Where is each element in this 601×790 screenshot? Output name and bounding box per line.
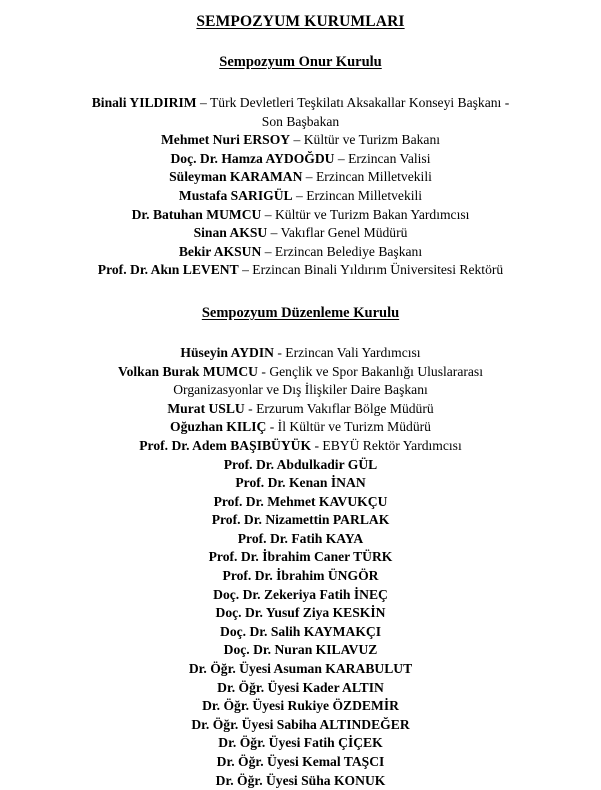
member-name: Prof. Dr. Akın LEVENT (97, 262, 239, 278)
list-item (48, 734, 553, 753)
list-item (48, 363, 553, 400)
member-role: Erzincan Valisi (348, 150, 431, 166)
list-item (48, 400, 553, 419)
list-item (48, 243, 553, 262)
onur-kurulu-list (48, 72, 553, 280)
member-name: Doç. Dr. Salih KAYMAKÇI (220, 623, 381, 639)
list-item (48, 261, 553, 280)
section-heading-onur-kurulu: Sempozyum Onur Kurulu (219, 54, 382, 70)
list-item (48, 187, 553, 206)
page-title: SEMPOZYUM KURUMLARI (196, 13, 405, 30)
section-heading-duzenleme-kurulu: Sempozyum Düzenleme Kurulu (201, 304, 400, 321)
member-role: Erzincan Milletvekili (306, 187, 423, 203)
member-separator: – (334, 150, 349, 166)
member-separator: – (292, 187, 307, 203)
list-item (48, 168, 553, 187)
list-item (48, 206, 553, 225)
member-name: Doç. Dr. Hamza AYDOĞDU (170, 150, 335, 166)
member-name: Mehmet Nuri ERSOY (160, 132, 291, 148)
list-item (48, 567, 553, 586)
member-separator: – (302, 169, 316, 185)
member-name: Dr. Öğr. Üyesi Sabiha ALTINDEĞER (191, 716, 410, 732)
member-name: Prof. Dr. Mehmet KAVUKÇU (213, 493, 388, 509)
member-separator: - (266, 419, 278, 435)
member-name: Doç. Dr. Yusuf Ziya KESKİN (215, 605, 386, 621)
list-item (48, 548, 553, 567)
member-role: Gençlik ve Spor Bakanlığı Uluslararası Organizasyonlar ve Dış İlişkiler Daire Başkanı (173, 363, 483, 398)
member-name: Prof. Dr. Kenan İNAN (235, 475, 366, 491)
list-item (48, 772, 553, 790)
member-role: EBYÜ Rektör Yardımcısı (322, 437, 462, 453)
member-name: Hüseyin AYDIN (180, 344, 274, 360)
member-name: Prof. Dr. Fatih KAYA (237, 530, 364, 546)
member-name: Mustafa SARIGÜL (178, 187, 293, 203)
list-item (48, 753, 553, 772)
member-separator: – (267, 225, 281, 241)
list-item (48, 456, 553, 475)
member-name: Dr. Öğr. Üyesi Süha KONUK (215, 772, 386, 788)
list-item (48, 150, 553, 169)
list-item (48, 94, 553, 131)
list-item (48, 437, 553, 456)
list-item (48, 641, 553, 660)
member-role: Erzincan Belediye Başkanı (274, 243, 423, 259)
member-role: Kültür ve Turizm Bakan Yardımcısı (274, 206, 470, 222)
member-separator: – (261, 206, 275, 222)
member-separator: - (311, 437, 323, 453)
member-name: Bekir AKSUN (178, 243, 262, 259)
list-item (48, 418, 553, 437)
list-item (48, 530, 553, 549)
member-name: Dr. Öğr. Üyesi Rukiye ÖZDEMİR (202, 698, 399, 714)
list-item (48, 493, 553, 512)
member-name: Prof. Dr. Nizamettin PARLAK (211, 512, 390, 528)
member-role: Erzincan Binali Yıldırım Üniversitesi Rektörü (252, 262, 504, 278)
member-role: Erzurum Vakıflar Bölge Müdürü (256, 400, 434, 416)
member-name: Prof. Dr. İbrahim Caner TÜRK (208, 549, 393, 565)
member-role: Kültür ve Turizm Bakanı (303, 132, 441, 148)
member-role: İl Kültür ve Turizm Müdürü (277, 419, 431, 435)
member-name: Dr. Öğr. Üyesi Fatih ÇİÇEK (218, 735, 383, 751)
list-item (48, 131, 553, 150)
list-item (48, 511, 553, 530)
member-name: Doç. Dr. Zekeriya Fatih İNEÇ (213, 586, 388, 602)
member-name: Murat USLU (167, 400, 245, 416)
member-name: Sinan AKSU (193, 225, 268, 241)
list-item (48, 716, 553, 735)
member-name: Binali YILDIRIM (91, 95, 197, 110)
list-item (48, 344, 553, 363)
member-separator: – (290, 132, 304, 148)
member-name: Prof. Dr. İbrahim ÜNGÖR (222, 568, 379, 584)
member-name: Volkan Burak MUMCU (118, 363, 258, 379)
member-name: Dr. Öğr. Üyesi Kemal TAŞCI (216, 754, 385, 769)
member-name: Süleyman KARAMAN (169, 169, 303, 185)
member-name: Prof. Dr. Abdulkadir GÜL (223, 456, 378, 472)
member-name: Prof. Dr. Adem BAŞIBÜYÜK (139, 437, 312, 453)
member-separator: - (258, 363, 270, 379)
member-separator: – (238, 262, 253, 278)
member-name: Dr. Öğr. Üyesi Kader ALTIN (217, 679, 384, 695)
member-role: Türk Devletleri Teşkilatı Aksakallar Konseyi Başkanı - Son Başbakan (209, 95, 510, 129)
list-item (48, 586, 553, 605)
duzenleme-kurulu-list (48, 323, 553, 790)
member-role: Erzincan Milletvekili (316, 169, 432, 185)
list-item (48, 224, 553, 243)
member-role: Erzincan Vali Yardımcısı (285, 344, 421, 360)
member-separator: – (196, 95, 210, 110)
member-name: Doç. Dr. Nuran KILAVUZ (223, 642, 378, 658)
member-name: Dr. Öğr. Üyesi Asuman KARABULUT (188, 661, 413, 677)
member-name: Dr. Batuhan MUMCU (131, 206, 262, 222)
member-role: Vakıflar Genel Müdürü (280, 225, 408, 241)
member-separator: - (244, 400, 257, 416)
member-separator: – (261, 243, 275, 259)
list-item (48, 623, 553, 642)
member-name: Oğuzhan KILIÇ (170, 419, 267, 435)
list-item (48, 679, 553, 698)
list-item (48, 660, 553, 679)
member-separator: - (273, 344, 286, 360)
list-item (48, 474, 553, 493)
list-item (48, 697, 553, 716)
list-item (48, 604, 553, 623)
